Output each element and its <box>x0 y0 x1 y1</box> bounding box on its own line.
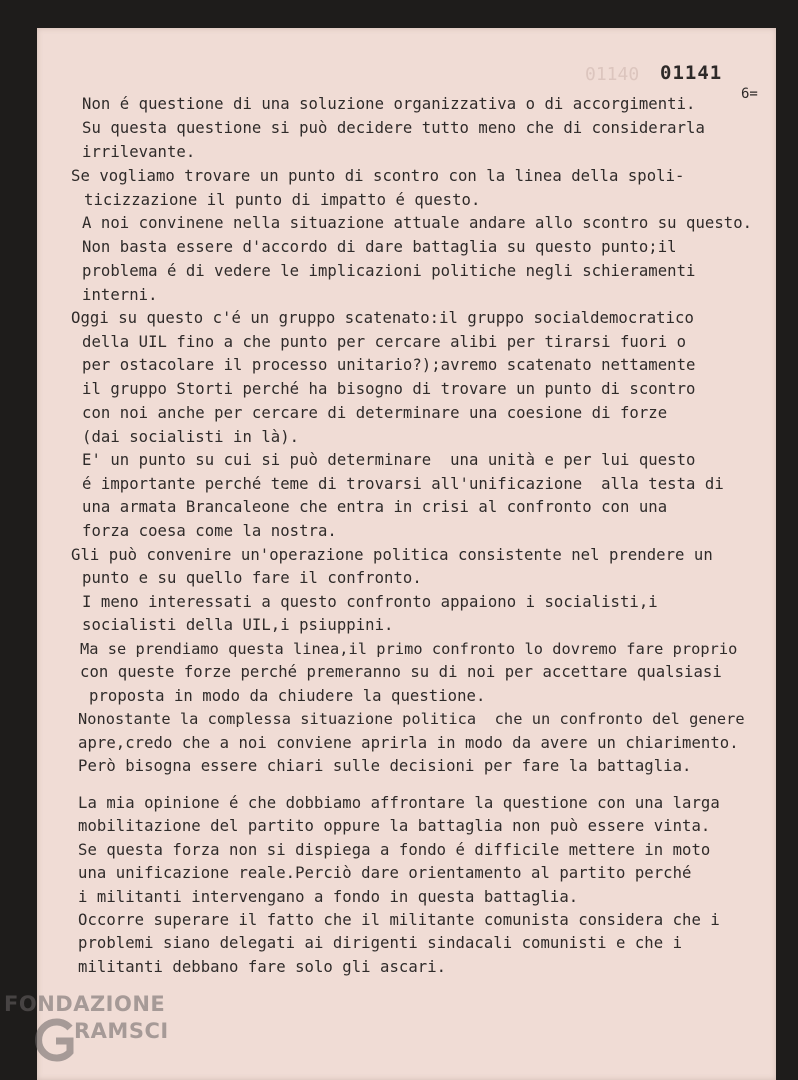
bleed-through-number: 01140 <box>585 64 640 85</box>
text-line: della UIL fino a che punto per cercare alibi per tirarsi fuori o <box>82 333 687 351</box>
text-line: é importante perché teme di trovarsi all'unificazione alla testa di <box>82 475 724 493</box>
text-line: forza coesa come la nostra. <box>82 522 337 540</box>
text-line: apre,credo che a noi conviene aprirla in modo da avere un chiarimento. <box>78 734 739 752</box>
text-line: Oggi su questo c'é un gruppo scatenato:il gruppo socialdemocratico <box>71 309 694 327</box>
text-line: Occorre superare il fatto che il militante comunista considera che i <box>78 911 720 929</box>
text-line: i militanti intervengano a fondo in questa battaglia. <box>78 888 579 906</box>
text-line: socialisti della UIL,i psiuppini. <box>82 616 394 634</box>
text-line: Gli può convenire un'operazione politica consistente nel prendere un <box>71 546 713 564</box>
text-line: A noi convinene nella situazione attuale andare allo scontro su questo. <box>82 214 753 232</box>
text-line: il gruppo Storti perché ha bisogno di trovare un punto di scontro <box>82 380 696 398</box>
page-number: 6= <box>741 86 758 102</box>
text-line: Se vogliamo trovare un punto di scontro con la linea della spoli- <box>71 167 685 185</box>
text-line: I meno interessati a questo confronto appaiono i socialisti,i <box>82 593 658 611</box>
watermark-line2: RAMSCI <box>74 1019 169 1043</box>
text-line: Però bisogna essere chiari sulle decisioni per fare la battaglia. <box>78 757 692 775</box>
text-line: irrilevante. <box>82 143 196 161</box>
text-line: proposta in modo da chiudere la questione. <box>89 687 486 705</box>
text-line: E' un punto su cui si può determinare una unità e per lui questo <box>82 451 696 469</box>
document-page <box>37 28 776 1080</box>
document-number: 01141 <box>660 62 723 84</box>
text-line: (dai socialisti in là). <box>82 428 300 446</box>
text-line: Non basta essere d'accordo di dare battaglia su questo punto;il <box>82 238 677 256</box>
text-line: militanti debbano fare solo gli ascari. <box>78 958 447 976</box>
text-line: Se questa forza non si dispiega a fondo é difficile mettere in moto <box>78 841 711 859</box>
watermark-line1: FONDAZIONE <box>4 992 166 1016</box>
text-line: con noi anche per cercare di determinare una coesione di forze <box>82 404 668 422</box>
text-line: una armata Brancaleone che entra in crisi al confronto con una <box>82 498 668 516</box>
fondazione-gramsci-watermark <box>0 992 200 1080</box>
text-line: Ma se prendiamo questa linea,il primo confronto lo dovremo fare proprio <box>80 640 738 658</box>
text-line: problema é di vedere le implicazioni politiche negli schieramenti <box>82 262 696 280</box>
text-line: problemi siano delegati ai dirigenti sindacali comunisti e che i <box>78 934 683 952</box>
text-line: Su questa questione si può decidere tutto meno che di considerarla <box>82 119 705 137</box>
text-line: con queste forze perché premeranno su di noi per accettare qualsiasi <box>80 663 722 681</box>
text-line: Non é questione di una soluzione organizzativa o di accorgimenti. <box>82 95 696 113</box>
text-line: mobilitazione del partito oppure la battaglia non può essere vinta. <box>78 817 711 835</box>
text-line: interni. <box>82 286 158 304</box>
text-line: Nonostante la complessa situazione politica che un confronto del genere <box>78 710 745 728</box>
text-line: una unificazione reale.Perciò dare orientamento al partito perché <box>78 864 692 882</box>
text-line: La mia opinione é che dobbiamo affrontare la questione con una larga <box>78 794 720 812</box>
gramsci-g-logo-icon <box>30 1014 76 1066</box>
text-line: ticizzazione il punto di impatto é questo. <box>84 191 481 209</box>
text-line: per ostacolare il processo unitario?);avremo scatenato nettamente <box>82 356 696 374</box>
text-line: punto e su quello fare il confronto. <box>82 569 422 587</box>
